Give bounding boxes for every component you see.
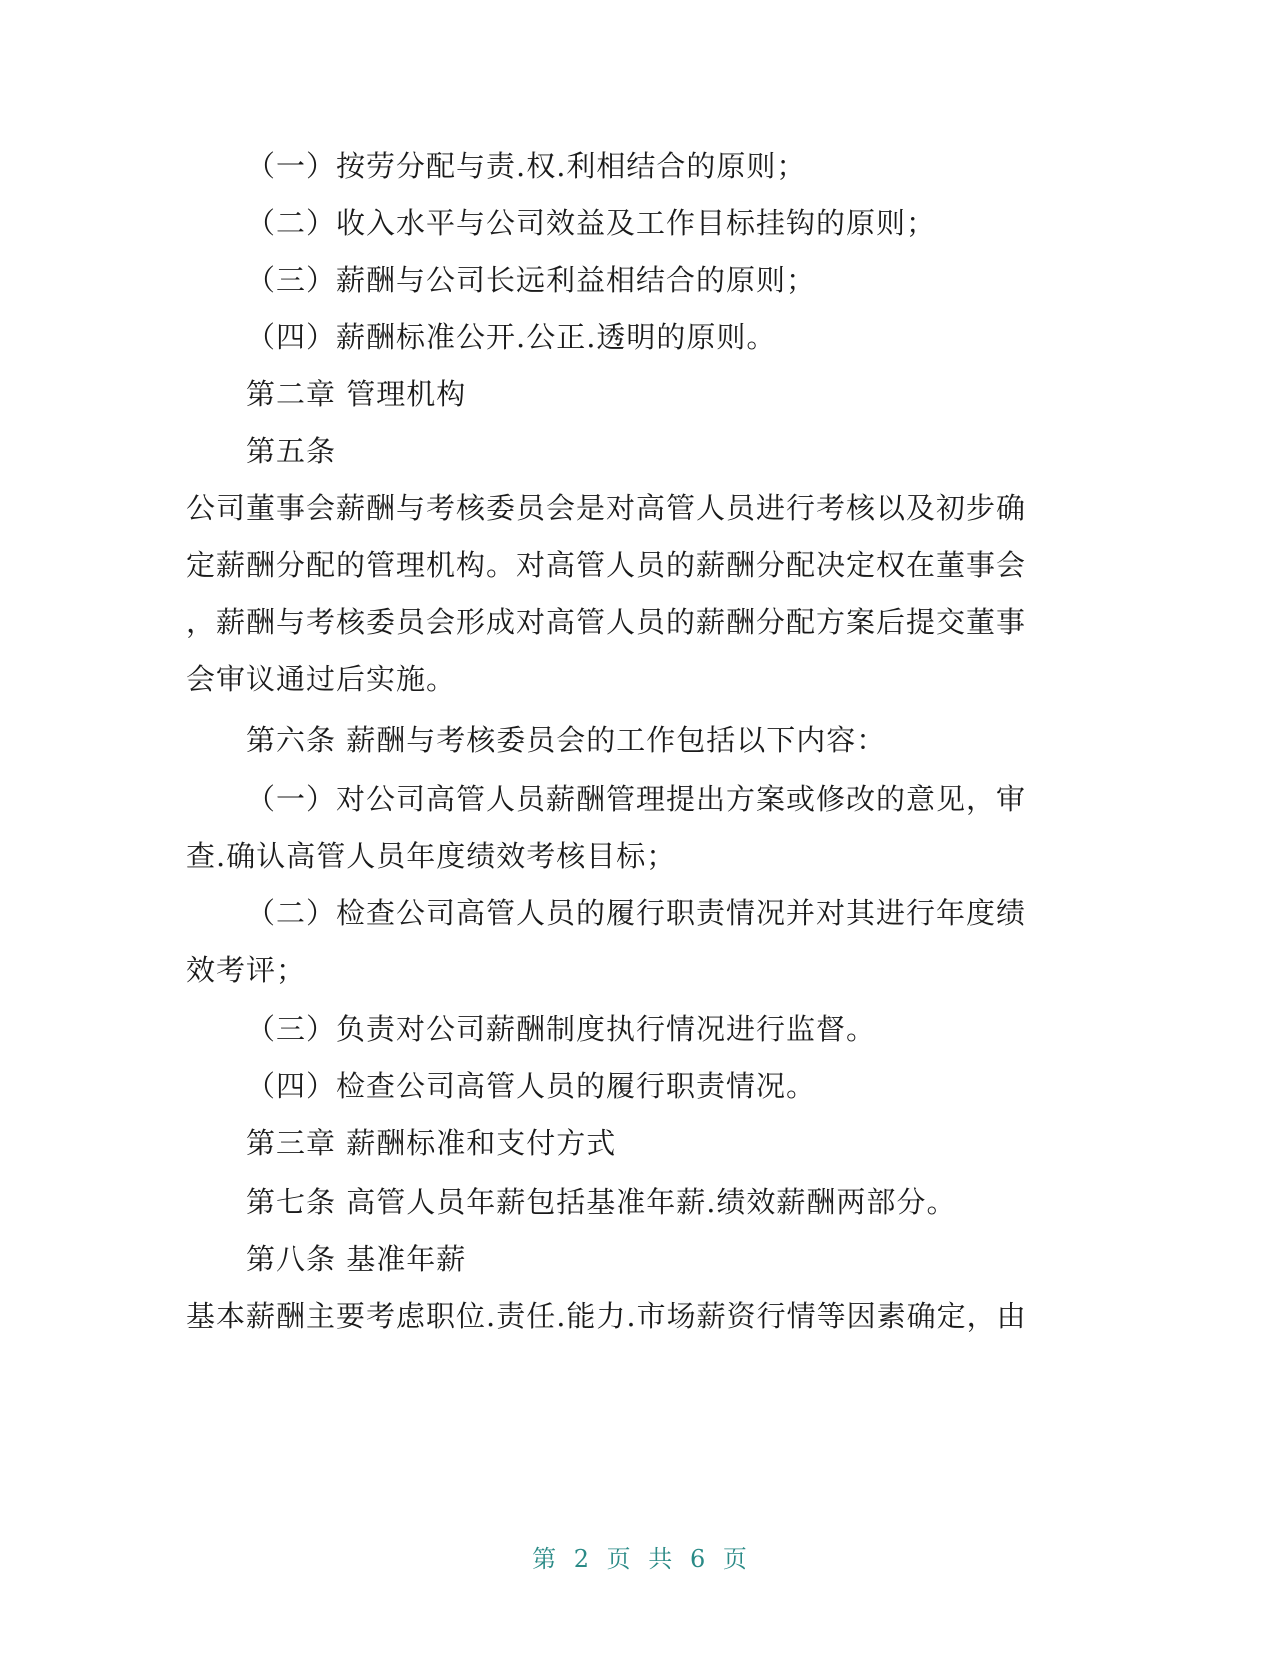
text-line: （四）检查公司高管人员的履行职责情况。 xyxy=(246,1069,817,1103)
text-line: 查.确认高管人员年度绩效考核目标； xyxy=(186,839,677,873)
text-line: 定薪酬分配的管理机构。对高管人员的薪酬分配决定权在董事会 xyxy=(186,548,1027,582)
chapter-heading: 第二章 管理机构 xyxy=(246,377,467,411)
text-line: （一）对公司高管人员薪酬管理提出方案或修改的意见，审 xyxy=(246,782,1027,816)
article-heading: 第五条 xyxy=(246,434,337,468)
text-line: （二）检查公司高管人员的履行职责情况并对其进行年度绩 xyxy=(246,896,1027,930)
text-line: （二）收入水平与公司效益及工作目标挂钩的原则； xyxy=(246,206,937,240)
text-line: 公司董事会薪酬与考核委员会是对高管人员进行考核以及初步确 xyxy=(186,491,1027,525)
chapter-heading: 第三章 薪酬标准和支付方式 xyxy=(246,1126,617,1160)
article-heading: 第七条 高管人员年薪包括基准年薪.绩效薪酬两部分。 xyxy=(246,1185,957,1219)
article-heading: 第八条 基准年薪 xyxy=(246,1242,467,1276)
text-line: （一）按劳分配与责.权.利相结合的原则； xyxy=(246,149,807,183)
text-line: 效考评； xyxy=(186,953,307,987)
text-line: （四）薪酬标准公开.公正.透明的原则。 xyxy=(246,320,777,354)
text-line: （三）负责对公司薪酬制度执行情况进行监督。 xyxy=(246,1012,877,1046)
article-heading: 第六条 薪酬与考核委员会的工作包括以下内容： xyxy=(246,723,887,757)
text-line: ，薪酬与考核委员会形成对高管人员的薪酬分配方案后提交董事 xyxy=(186,605,1027,639)
text-line: （三）薪酬与公司长远利益相结合的原则； xyxy=(246,263,817,297)
page-number-footer: 第 2 页 共 6 页 xyxy=(532,1545,748,1573)
text-line: 基本薪酬主要考虑职位.责任.能力.市场薪资行情等因素确定，由 xyxy=(186,1299,1027,1333)
text-line: 会审议通过后实施。 xyxy=(186,662,457,696)
